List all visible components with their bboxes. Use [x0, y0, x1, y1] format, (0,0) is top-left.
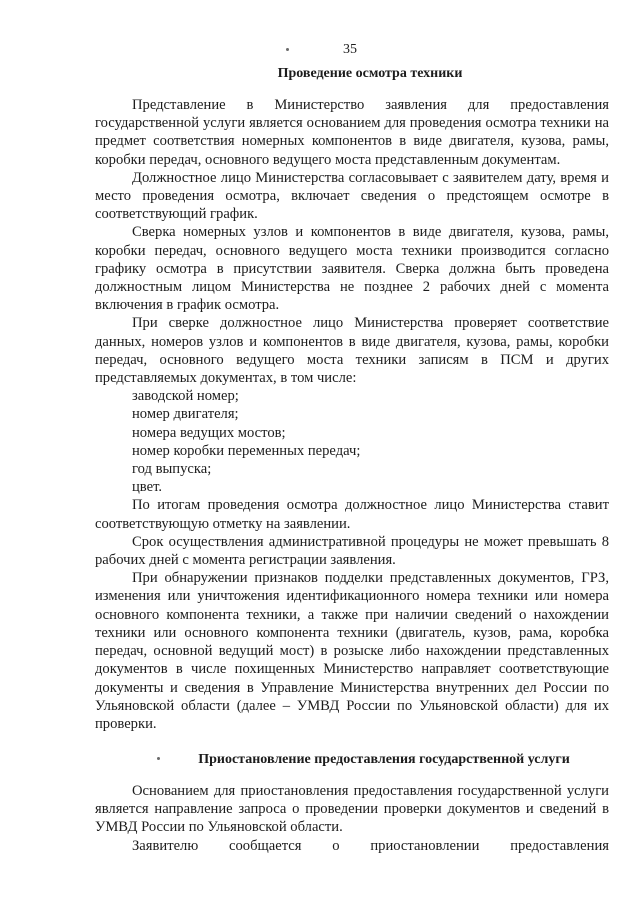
- paragraph: При обнаружении признаков подделки представленных документов, ГРЗ, изменения или уничтожения идентификационного номера техники или номера основного компонента техники, а также при наличии сведений о нахождении техники или основного компонента техники (двигатель, кузов, рама, коробка передач, основной ведущий мост) в розыске либо нахождении представленных документов в числе похищенных Министерство направляет соответствующие документы и сведения в Управление Министерства внутренних дел России по Ульяновской области (далее – УМВД России по Ульяновской области) для их проверки.: [95, 570, 609, 732]
- paragraph-truncated: Заявителю сообщается о приостановлении предоставления: [132, 837, 609, 854]
- list-item: год выпуска;: [132, 461, 212, 478]
- paragraph: Сверка номерных узлов и компонентов в виде двигателя, кузова, рамы, коробки передач, основного ведущего моста техники производится согласно графику осмотра в присутствии заявителя. Сверка должна быть проведена должностным лицом Министерства не позднее 2 рабочих дней с момента включения в график осмотра.: [95, 224, 609, 314]
- paragraph: При сверке должностное лицо Министерства проверяет соответствие данных, номеров узлов и компонентов в виде двигателя, кузова, рамы, коробки передач, основного ведущего моста техники записям в ПСМ и других представляемых документах, в том числе:: [95, 315, 609, 387]
- list-item: номер коробки переменных передач;: [132, 442, 361, 459]
- list-item: цвет.: [132, 479, 163, 496]
- paragraph: Представление в Министерство заявления для предоставления государственной услуги является основанием для проведения осмотра техники на предмет соответствия номерных компонентов в виде двигателя, кузова, рамы, коробки передач, основного ведущего моста представленным документам.: [95, 97, 609, 168]
- paragraph: По итогам проведения осмотра должностное лицо Министерства ставит соответствующую отметку на заявлении.: [95, 497, 609, 532]
- page-number: 35: [343, 42, 357, 57]
- section-title-inspection: Проведение осмотра техники: [277, 66, 463, 81]
- paragraph: Основанием для приостановления предоставления государственной услуги является направление запроса о проведении проверки документов и сведений в УМВД России по Ульяновской области.: [95, 783, 609, 836]
- section-title-suspension: Приостановление предоставления государственной услуги: [198, 752, 570, 767]
- scan-speck: [286, 48, 289, 51]
- paragraph: Срок осуществления административной процедуры не может превышать 8 рабочих дней с момента регистрации заявления.: [95, 533, 609, 569]
- list-item: заводской номер;: [132, 388, 239, 405]
- list-item: номера ведущих мостов;: [132, 424, 286, 441]
- section-body-inspection: [95, 96, 609, 733]
- section-body-suspension: [95, 782, 609, 855]
- scan-speck: [157, 757, 160, 760]
- list-item: номер двигателя;: [132, 406, 239, 423]
- paragraph: Должностное лицо Министерства согласовывает с заявителем дату, время и место проведения осмотра, включает сведения о предстоящем осмотре в соответствующий график.: [95, 169, 609, 223]
